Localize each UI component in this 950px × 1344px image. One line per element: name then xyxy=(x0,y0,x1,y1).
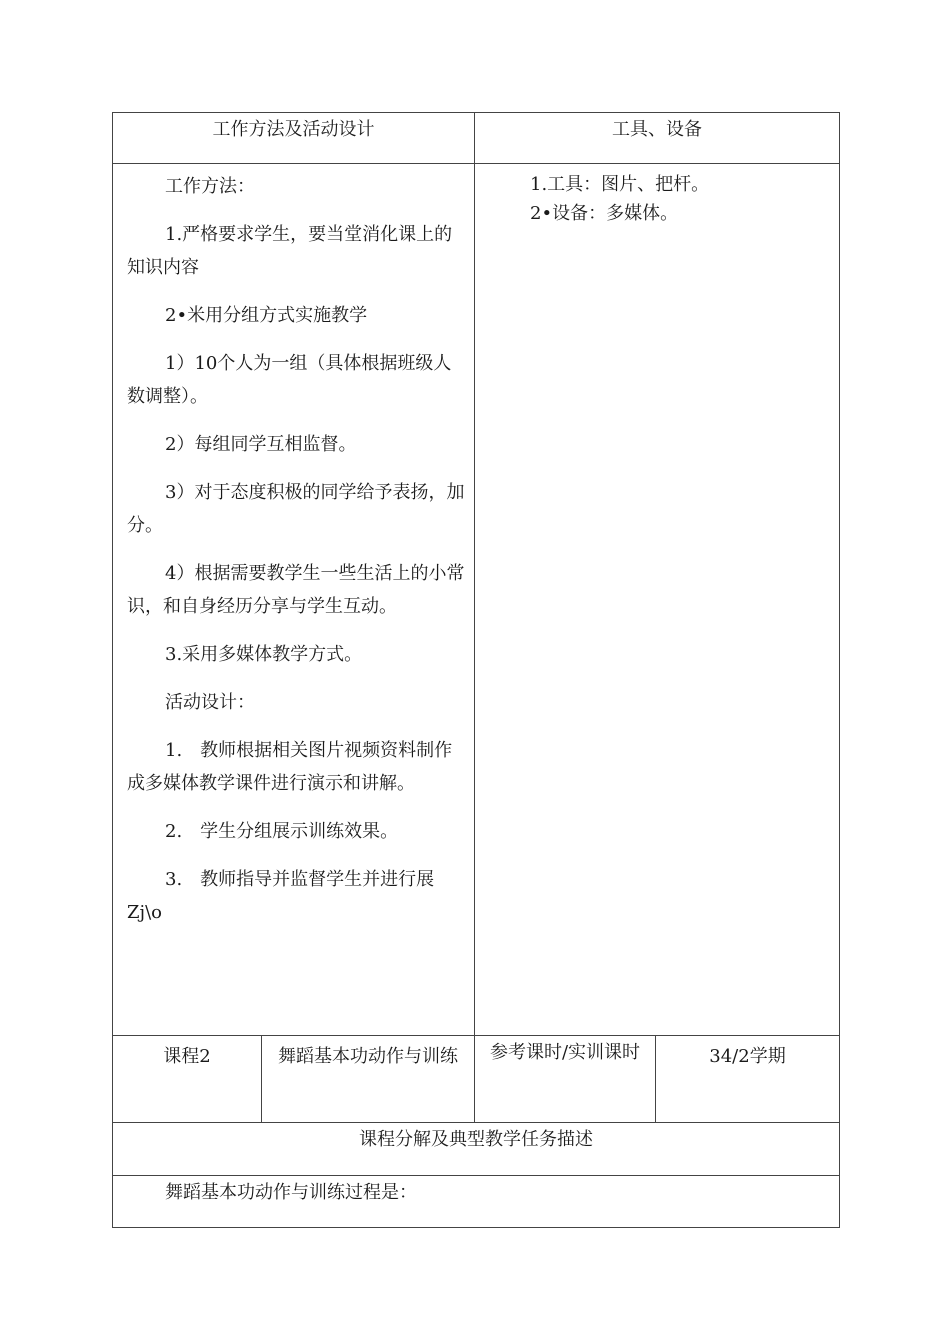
section-title-row xyxy=(113,1123,840,1176)
section-title-cell xyxy=(113,1123,840,1176)
tools-header-cell xyxy=(475,113,840,164)
course-name: 舞蹈基本功动作与训练 xyxy=(278,1046,458,1067)
methods-line: 1）10个人为一组（具体根据班级人数调整）。 xyxy=(127,353,452,407)
methods-line: 工作方法： xyxy=(165,176,255,197)
hours-label-cell xyxy=(475,1036,656,1123)
methods-line: 1.严格要求学生，要当堂消化课上的知识内容 xyxy=(127,224,453,278)
tools-header-title: 工具、设备 xyxy=(612,119,702,140)
hours-value-cell xyxy=(656,1036,840,1123)
tools-line: 2•设备：多媒体。 xyxy=(530,203,679,224)
tools-cell xyxy=(475,164,840,1036)
course-row xyxy=(113,1036,840,1123)
process-text: 舞蹈基本功动作与训练过程是： xyxy=(165,1182,417,1203)
methods-header-cell xyxy=(113,113,475,164)
methods-line: 活动设计： xyxy=(165,692,255,713)
hours-label: 参考课时/实训课时 xyxy=(489,1042,641,1063)
header-row xyxy=(113,113,840,164)
course-table xyxy=(112,112,840,1228)
hours-value: 34/2学期 xyxy=(709,1046,786,1067)
methods-line: 2. 学生分组展示训练效果。 xyxy=(165,821,399,842)
methods-line: 1. 教师根据相关图片视频资料制作成多媒体教学课件进行演示和讲解。 xyxy=(127,740,453,794)
course-name-cell xyxy=(262,1036,475,1123)
methods-line: 4）根据需要教学生一些生活上的小常识，和自身经历分享与学生互动。 xyxy=(127,563,465,617)
methods-header-title: 工作方法及活动设计 xyxy=(212,119,375,140)
course-label: 课程2 xyxy=(163,1046,211,1067)
methods-line: 2•米用分组方式实施教学 xyxy=(165,305,368,326)
section-title: 课程分解及典型教学任务描述 xyxy=(359,1129,593,1150)
methods-cell xyxy=(113,164,475,1036)
tools-line: 1.工具：图片、把杆。 xyxy=(530,174,710,195)
course-label-cell xyxy=(113,1036,262,1123)
methods-line: 3. 教师指导并监督学生并进行展Zj\o xyxy=(127,869,435,923)
methods-line: 2）每组同学互相监督。 xyxy=(165,434,357,455)
content-row xyxy=(113,164,840,1036)
methods-line: 3.采用多媒体教学方式。 xyxy=(165,644,363,665)
process-row xyxy=(113,1176,840,1228)
process-cell xyxy=(113,1176,840,1228)
methods-line: 3）对于态度积极的同学给予表扬，加分。 xyxy=(127,482,465,536)
